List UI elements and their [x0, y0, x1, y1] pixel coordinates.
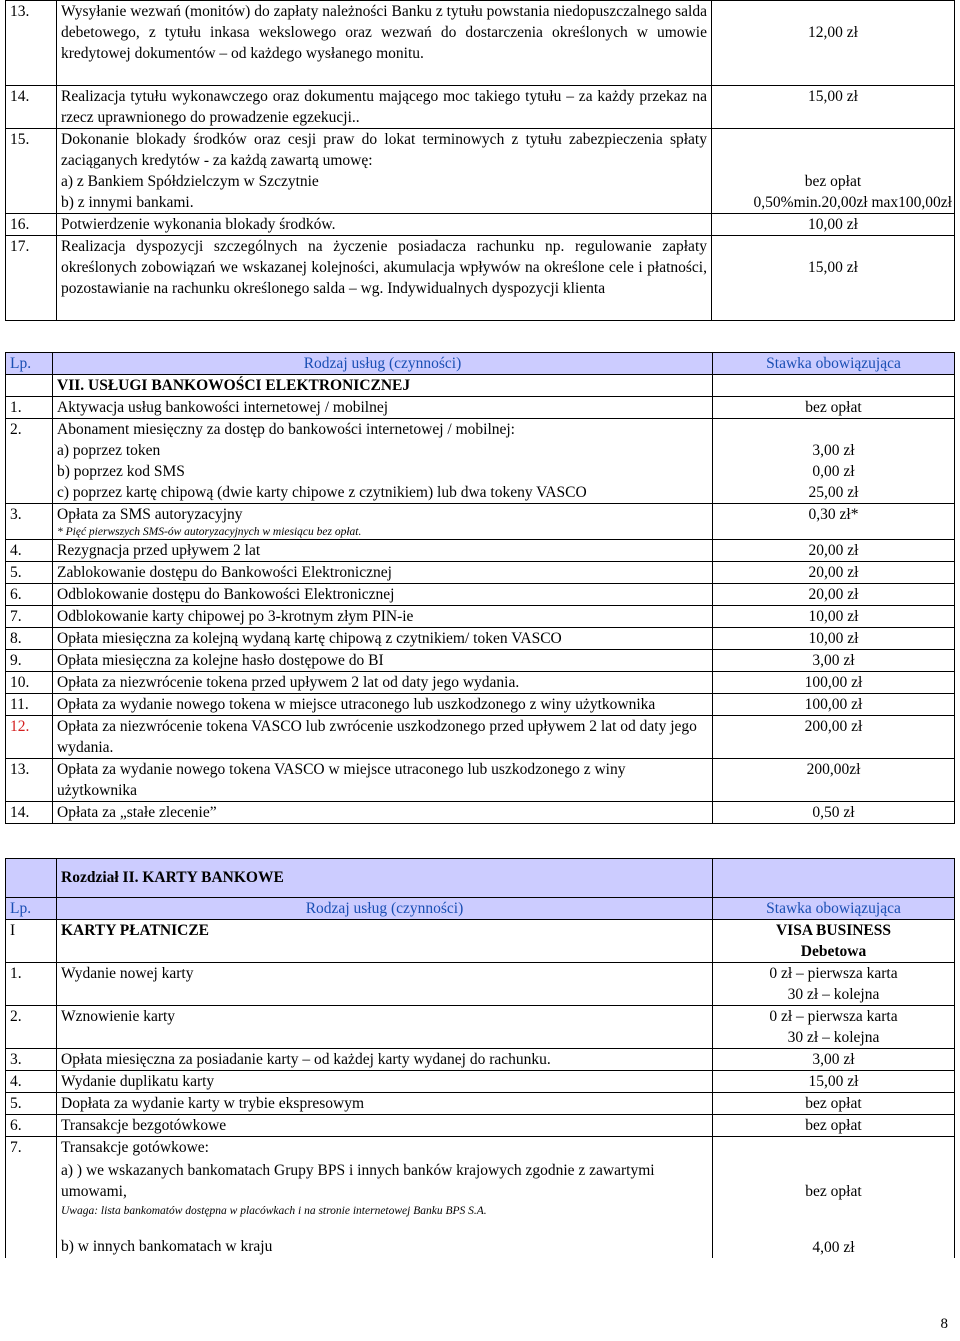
- chapter-row: [6, 859, 955, 898]
- table-row: [6, 86, 955, 129]
- table-row: 4. Wydanie duplikatu karty 15,00 zł: [6, 1071, 955, 1093]
- row-rate: 15,00 zł: [712, 236, 955, 321]
- table-row: 5. Dopłata za wydanie karty w trybie ekspresowym bez opłat: [6, 1093, 955, 1115]
- row-rate: 15,00 zł: [712, 86, 955, 129]
- row-sub-a: a) z Bankiem Spółdzielczym w Szczytnie: [57, 171, 712, 192]
- header-name: Rodzaj usług (czynności): [53, 353, 713, 375]
- table-row: 12. Opłata za niezwrócenie tokena VASCO lub zwrócenie uszkodzonego przed upływem 2 lat od daty jego wydania. 200,00 zł: [6, 716, 955, 759]
- electronic-banking-table: [5, 352, 955, 824]
- row-number: 14.: [6, 86, 57, 129]
- footnote: * Pięć pierwszych SMS-ów autoryzacyjnych w miesiącu bez opłat.: [57, 526, 362, 538]
- table-row: 10. Opłata za niezwrócenie tokena przed upływem 2 lat od daty jego wydania. 100,00 zł: [6, 672, 955, 694]
- row-rate-a: bez opłat: [712, 171, 955, 192]
- section-row: [6, 375, 955, 397]
- table-row: 7. Odblokowanie karty chipowej po 3-krotnym złym PIN-ie 10,00 zł: [6, 606, 955, 628]
- table-row: 1. Aktywacja usług bankowości internetowej / mobilnej bez opłat: [6, 397, 955, 419]
- row-description: Realizacja tytułu wykonawczego oraz dokumentu mającego moc takiego tytułu – za każdy przekaz na rzecz uprawnionego do prowadzenie egzekucji..: [57, 86, 712, 129]
- row-number: 16.: [6, 214, 57, 236]
- table-row: [6, 171, 955, 192]
- section-title: KARTY PŁATNICZE: [57, 920, 713, 963]
- table-row: 6. Odblokowanie dostępu do Bankowości Elektronicznej 20,00 zł: [6, 584, 955, 606]
- table-row: 13. Opłata za wydanie nowego tokena VASCO w miejsce utraconego lub uszkodzonego z winy użytkownika 200,00zł: [6, 759, 955, 802]
- row-description: Potwierdzenie wykonania blokady środków.: [57, 214, 712, 236]
- row-rate-empty: [712, 129, 955, 172]
- row-description: Realizacja dyspozycji szczególnych na życzenie posiadacza rachunku np. regulowanie zapłaty określonych zobowiązań we wskazanej kolejności, akumulacja wpływów na określone cele i płatności, pozostawianie na rachunku określonego salda – wg. Indywidualnych dyspozycji klienta: [57, 236, 712, 321]
- table-row: 3. Opłata miesięczna za posiadanie karty – od każdej karty wydanej do rachunku. 3,00 zł: [6, 1049, 955, 1071]
- table-row: 3. Opłata za SMS autoryzacyjny * Pięć pierwszych SMS-ów autoryzacyjnych w miesiącu bez opłat. 0,30 zł*: [6, 504, 955, 540]
- row-rate: 10,00 zł: [712, 214, 955, 236]
- bank-cards-table: [5, 858, 955, 1258]
- row-rate: 12,00 zł: [712, 1, 955, 86]
- footnote: Uwaga: lista bankomatów dostępna w placówkach i na stronie internetowej Banku BPS S.A.: [61, 1205, 487, 1217]
- table-row: 4. Rezygnacja przed upływem 2 lat 20,00 zł: [6, 540, 955, 562]
- table-header: [6, 353, 955, 375]
- row-number: 15.: [6, 129, 57, 172]
- table-row: [6, 214, 955, 236]
- table-row: 11. Opłata za wydanie nowego tokena w miejsce utraconego lub uszkodzonego z winy użytkownika 100,00 zł: [6, 694, 955, 716]
- chapter-title: Rozdział II. KARTY BANKOWE: [57, 859, 713, 898]
- row-description: Wysyłanie wezwań (monitów) do zapłaty należności Banku z tytułu powstania niedopuszczalnego salda debetowego, z tytułu inkasa wekslowego oraz wezwań do dostarczenia określonych w umowie kredytowej dokumentów – od każdego wysłanego monitu.: [57, 1, 712, 86]
- table-row: [6, 1, 955, 86]
- table-header: Lp. Rodzaj usług (czynności) Stawka obowiązująca: [6, 898, 955, 920]
- table-row: 1. Wydanie nowej karty 0 zł – pierwsza karta 30 zł – kolejna: [6, 963, 955, 1006]
- page-number: 8: [940, 1316, 948, 1332]
- table-row: 9. Opłata miesięczna za kolejne hasło dostępowe do BI 3,00 zł: [6, 650, 955, 672]
- row-sub-b: b) z innymi bankami.: [57, 192, 712, 214]
- table-row: 2. Wznowienie karty 0 zł – pierwsza karta 30 zł – kolejna: [6, 1006, 955, 1049]
- table-row: 6. Transakcje bezgotówkowe bez opłat: [6, 1115, 955, 1137]
- table-row: 14. Opłata za „stałe zlecenie” 0,50 zł: [6, 802, 955, 824]
- fee-table-top: [5, 0, 955, 321]
- header-lp: Lp.: [6, 353, 53, 375]
- table-row: [6, 192, 955, 214]
- table-row: 7. Transakcje gotówkowe: a) ) we wskazanych bankomatach Grupy BPS i innych banków krajowych zgodnie z zawartymi umowami, Uwaga: lista bankomatów dostępna w placówkach i na stronie internetowej Banku BPS S.A. b) w innych bankomatach w kraju bez opłat 4,00 zł: [6, 1137, 955, 1259]
- row-description: Dokonanie blokady środków oraz cesji praw do lokat terminowych z tytułu zabezpieczenia spłaty zaciąganych kredytów - za każdą zawartą umowę:: [57, 129, 712, 172]
- row-number: 13.: [6, 1, 57, 86]
- header-rate: Stawka obowiązująca: [713, 353, 955, 375]
- table-row: [6, 236, 955, 321]
- table-row: [6, 129, 955, 172]
- row-number: 17.: [6, 236, 57, 321]
- section-row: I KARTY PŁATNICZE VISA BUSINESS Debetowa: [6, 920, 955, 963]
- table-row: 8. Opłata miesięczna za kolejną wydaną kartę chipową z czytnikiem/ token VASCO 10,00 zł: [6, 628, 955, 650]
- table-row: 5. Zablokowanie dostępu do Bankowości Elektronicznej 20,00 zł: [6, 562, 955, 584]
- section-title: VII. USŁUGI BANKOWOŚCI ELEKTRONICZNEJ: [53, 375, 713, 397]
- table-row: 2. Abonament miesięczny za dostęp do bankowości internetowej / mobilnej: a) poprzez token b) poprzez kod SMS c) poprzez kartę chipową (dwie karty chipowe z czytnikiem) lub dwa tokeny VASCO 3,00 zł 0,00 zł 25,00 zł: [6, 419, 955, 504]
- row-rate-b: 0,50%min.20,00zł max100,00zł: [712, 192, 955, 214]
